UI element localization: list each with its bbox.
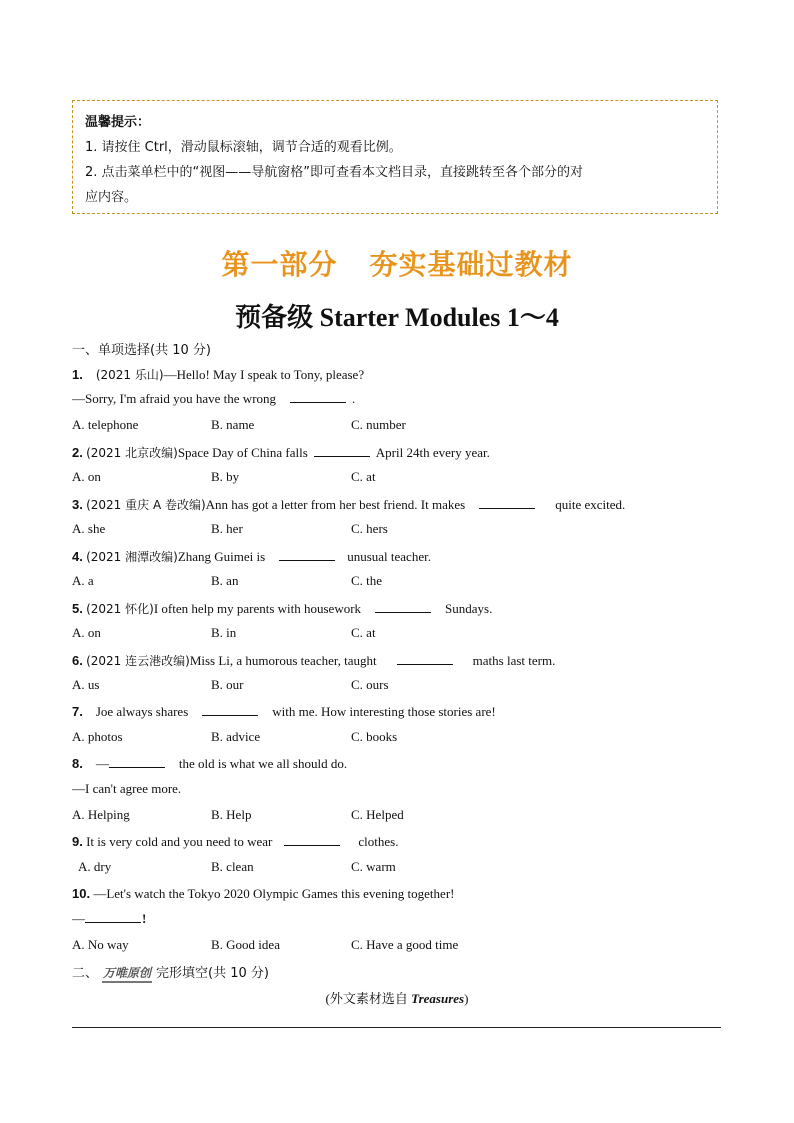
option-a[interactable]: A. a [72, 573, 94, 588]
option-c[interactable]: C. hers [351, 521, 388, 536]
question-number: 1. [72, 367, 83, 382]
source-note [0, 988, 794, 1007]
section-2-prefix: 二、 [72, 966, 99, 981]
question-stem: It is very cold and you need to wear [86, 834, 273, 849]
question-stem: Space Day of China falls [177, 445, 308, 460]
option-c[interactable]: C. the [351, 573, 383, 588]
option-c[interactable]: C. Helped [351, 807, 404, 822]
question-source: (2021 连云港改编) [86, 654, 190, 668]
answer-blank [284, 834, 340, 846]
option-a[interactable]: A. photos [72, 729, 123, 744]
option-a[interactable]: A. she [72, 521, 106, 536]
question-stem-line2: — [72, 911, 85, 926]
option-b[interactable]: B. our [211, 677, 244, 692]
module-title: 预备级 Starter Modules 1～4 [235, 303, 559, 332]
question-stem-end: clothes. [358, 834, 399, 849]
question-1-line-2 [72, 391, 355, 407]
question-8 [72, 756, 347, 772]
answer-blank [479, 497, 535, 509]
answer-blank [279, 549, 335, 561]
option-a[interactable]: A. Helping [72, 807, 130, 822]
question-stem-end: ! [142, 911, 147, 926]
answer-blank [85, 911, 141, 923]
question-stem-end: Sundays. [445, 601, 493, 616]
question-number: 9. [72, 834, 83, 849]
question-stem-end: April 24th every year. [375, 445, 490, 460]
answer-blank [202, 704, 258, 716]
source-note-prefix: (外文素材选自 [325, 991, 412, 1006]
answer-blank [375, 601, 431, 613]
question-2 [72, 444, 490, 461]
question-7 [72, 704, 496, 720]
question-stem: Miss Li, a humorous teacher, taught [189, 653, 377, 668]
question-3 [72, 496, 625, 513]
tip-line-3: 应内容。 [85, 190, 138, 205]
section-1-heading: 一、单项选择(共 10 分) [72, 343, 211, 358]
tip-title: 温馨提示： [85, 115, 151, 130]
part-title: 夯实基础过教材 [369, 248, 573, 281]
source-note-suffix: ) [464, 991, 469, 1006]
question-number: 8. [72, 756, 83, 771]
question-number: 10. [72, 886, 91, 901]
answer-blank [109, 756, 165, 768]
tip-box [72, 100, 718, 214]
option-a[interactable]: A. telephone [72, 417, 139, 432]
question-stem: Joe always shares [95, 704, 189, 719]
option-c[interactable]: C. number [351, 417, 406, 432]
question-9 [72, 834, 398, 850]
part-heading [0, 243, 794, 283]
question-source: (2021 湘潭改编) [86, 550, 178, 564]
question-number: 3. [72, 497, 83, 512]
question-number: 7. [72, 704, 83, 719]
question-number: 5. [72, 601, 83, 616]
question-1 [72, 366, 364, 383]
option-a[interactable]: A. dry [78, 859, 112, 874]
question-source: (2021 北京改编) [86, 446, 178, 460]
question-stem-end: the old is what we all should do. [178, 756, 348, 771]
answer-blank [314, 445, 370, 457]
question-10 [72, 886, 454, 902]
option-a[interactable]: A. us [72, 677, 100, 692]
option-c[interactable]: C. Have a good time [351, 937, 459, 952]
option-a[interactable]: A. on [72, 625, 101, 640]
option-b[interactable]: B. her [211, 521, 243, 536]
question-8-line-2: —I can't agree more. [72, 781, 182, 796]
question-number: 4. [72, 549, 83, 564]
question-stem-end: quite excited. [555, 497, 626, 512]
question-source: (2021 重庆 A 卷改编) [86, 498, 206, 512]
option-b[interactable]: B. clean [211, 859, 254, 874]
question-source: (2021 怀化) [86, 602, 154, 616]
question-4 [72, 548, 431, 565]
option-c[interactable]: C. warm [351, 859, 396, 874]
question-stem-end: . [352, 391, 356, 406]
question-stem: —Hello! May I speak to Tony, please? [163, 367, 365, 382]
option-b[interactable]: B. Help [211, 807, 252, 822]
option-b[interactable]: B. by [211, 469, 240, 484]
page-divider [72, 1027, 721, 1028]
option-c[interactable]: C. ours [351, 677, 389, 692]
question-source: (2021 乐山) [95, 368, 164, 382]
tip-line-1: 1. 请按住 Ctrl，滑动鼠标滚轴，调节合适的观看比例。 [85, 140, 402, 155]
part-label: 第一部分 [221, 248, 338, 281]
question-stem-end: maths last term. [472, 653, 556, 668]
original-badge: 万唯原创 [102, 964, 152, 983]
question-5 [72, 600, 492, 617]
question-stem-end: with me. How interesting those stories are! [272, 704, 496, 719]
question-number: 2. [72, 445, 83, 460]
question-stem-line2: —Sorry, I'm afraid you have the wrong [72, 391, 277, 406]
question-6 [72, 652, 555, 669]
question-stem: I often help my parents with housework [153, 601, 362, 616]
question-stem-end: unusual teacher. [347, 549, 431, 564]
question-10-line-2 [72, 911, 146, 927]
option-a[interactable]: A. on [72, 469, 101, 484]
option-b[interactable]: B. Good idea [211, 937, 280, 952]
section-2-label: 完形填空(共 10 分) [156, 966, 269, 981]
option-b[interactable]: B. in [211, 625, 237, 640]
option-c[interactable]: C. at [351, 625, 376, 640]
tip-line-2: 2. 点击菜单栏中的“视图——导航窗格”即可查看本文档目录，直接跳转至各个部分的对 [85, 165, 584, 180]
answer-blank [290, 391, 346, 403]
source-book: Treasures [411, 991, 465, 1006]
section-2-heading [72, 962, 269, 983]
question-number: 6. [72, 653, 83, 668]
answer-blank [397, 653, 453, 665]
question-stem: —Let's watch the Tokyo 2020 Olympic Games this evening together! [93, 886, 455, 901]
question-stem: Zhang Guimei is [177, 549, 266, 564]
question-stem: Ann has got a letter from her best friend. It makes [205, 497, 466, 512]
option-b[interactable]: B. an [211, 573, 239, 588]
option-b[interactable]: B. name [211, 417, 255, 432]
question-stem: — [95, 756, 109, 771]
option-c[interactable]: C. books [351, 729, 398, 744]
option-b[interactable]: B. advice [211, 729, 261, 744]
option-a[interactable]: A. No way [72, 937, 129, 952]
option-c[interactable]: C. at [351, 469, 376, 484]
